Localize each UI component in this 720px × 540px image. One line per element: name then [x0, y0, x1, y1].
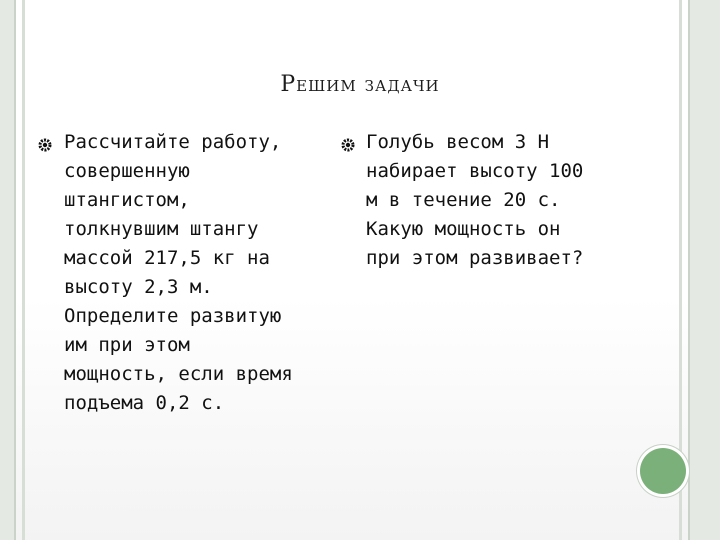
gear-bullet-icon	[38, 138, 52, 152]
problem-2-text: Голубь весом 3 Н набирает высоту 100 м в течение 20 с. Какую мощность он при этом развивает?	[366, 131, 584, 269]
slide-title: Решим задачи	[280, 72, 440, 97]
decorative-circle	[640, 448, 686, 494]
gear-bullet-icon	[341, 138, 355, 152]
problem-1-text: Рассчитайте работу, совершенную штангистом, толкнувшим штангу массой 217,5 кг на высоту 2,3 м. Определите развитую им при этом мощность, если время подъема 0,2 с.	[64, 131, 293, 414]
